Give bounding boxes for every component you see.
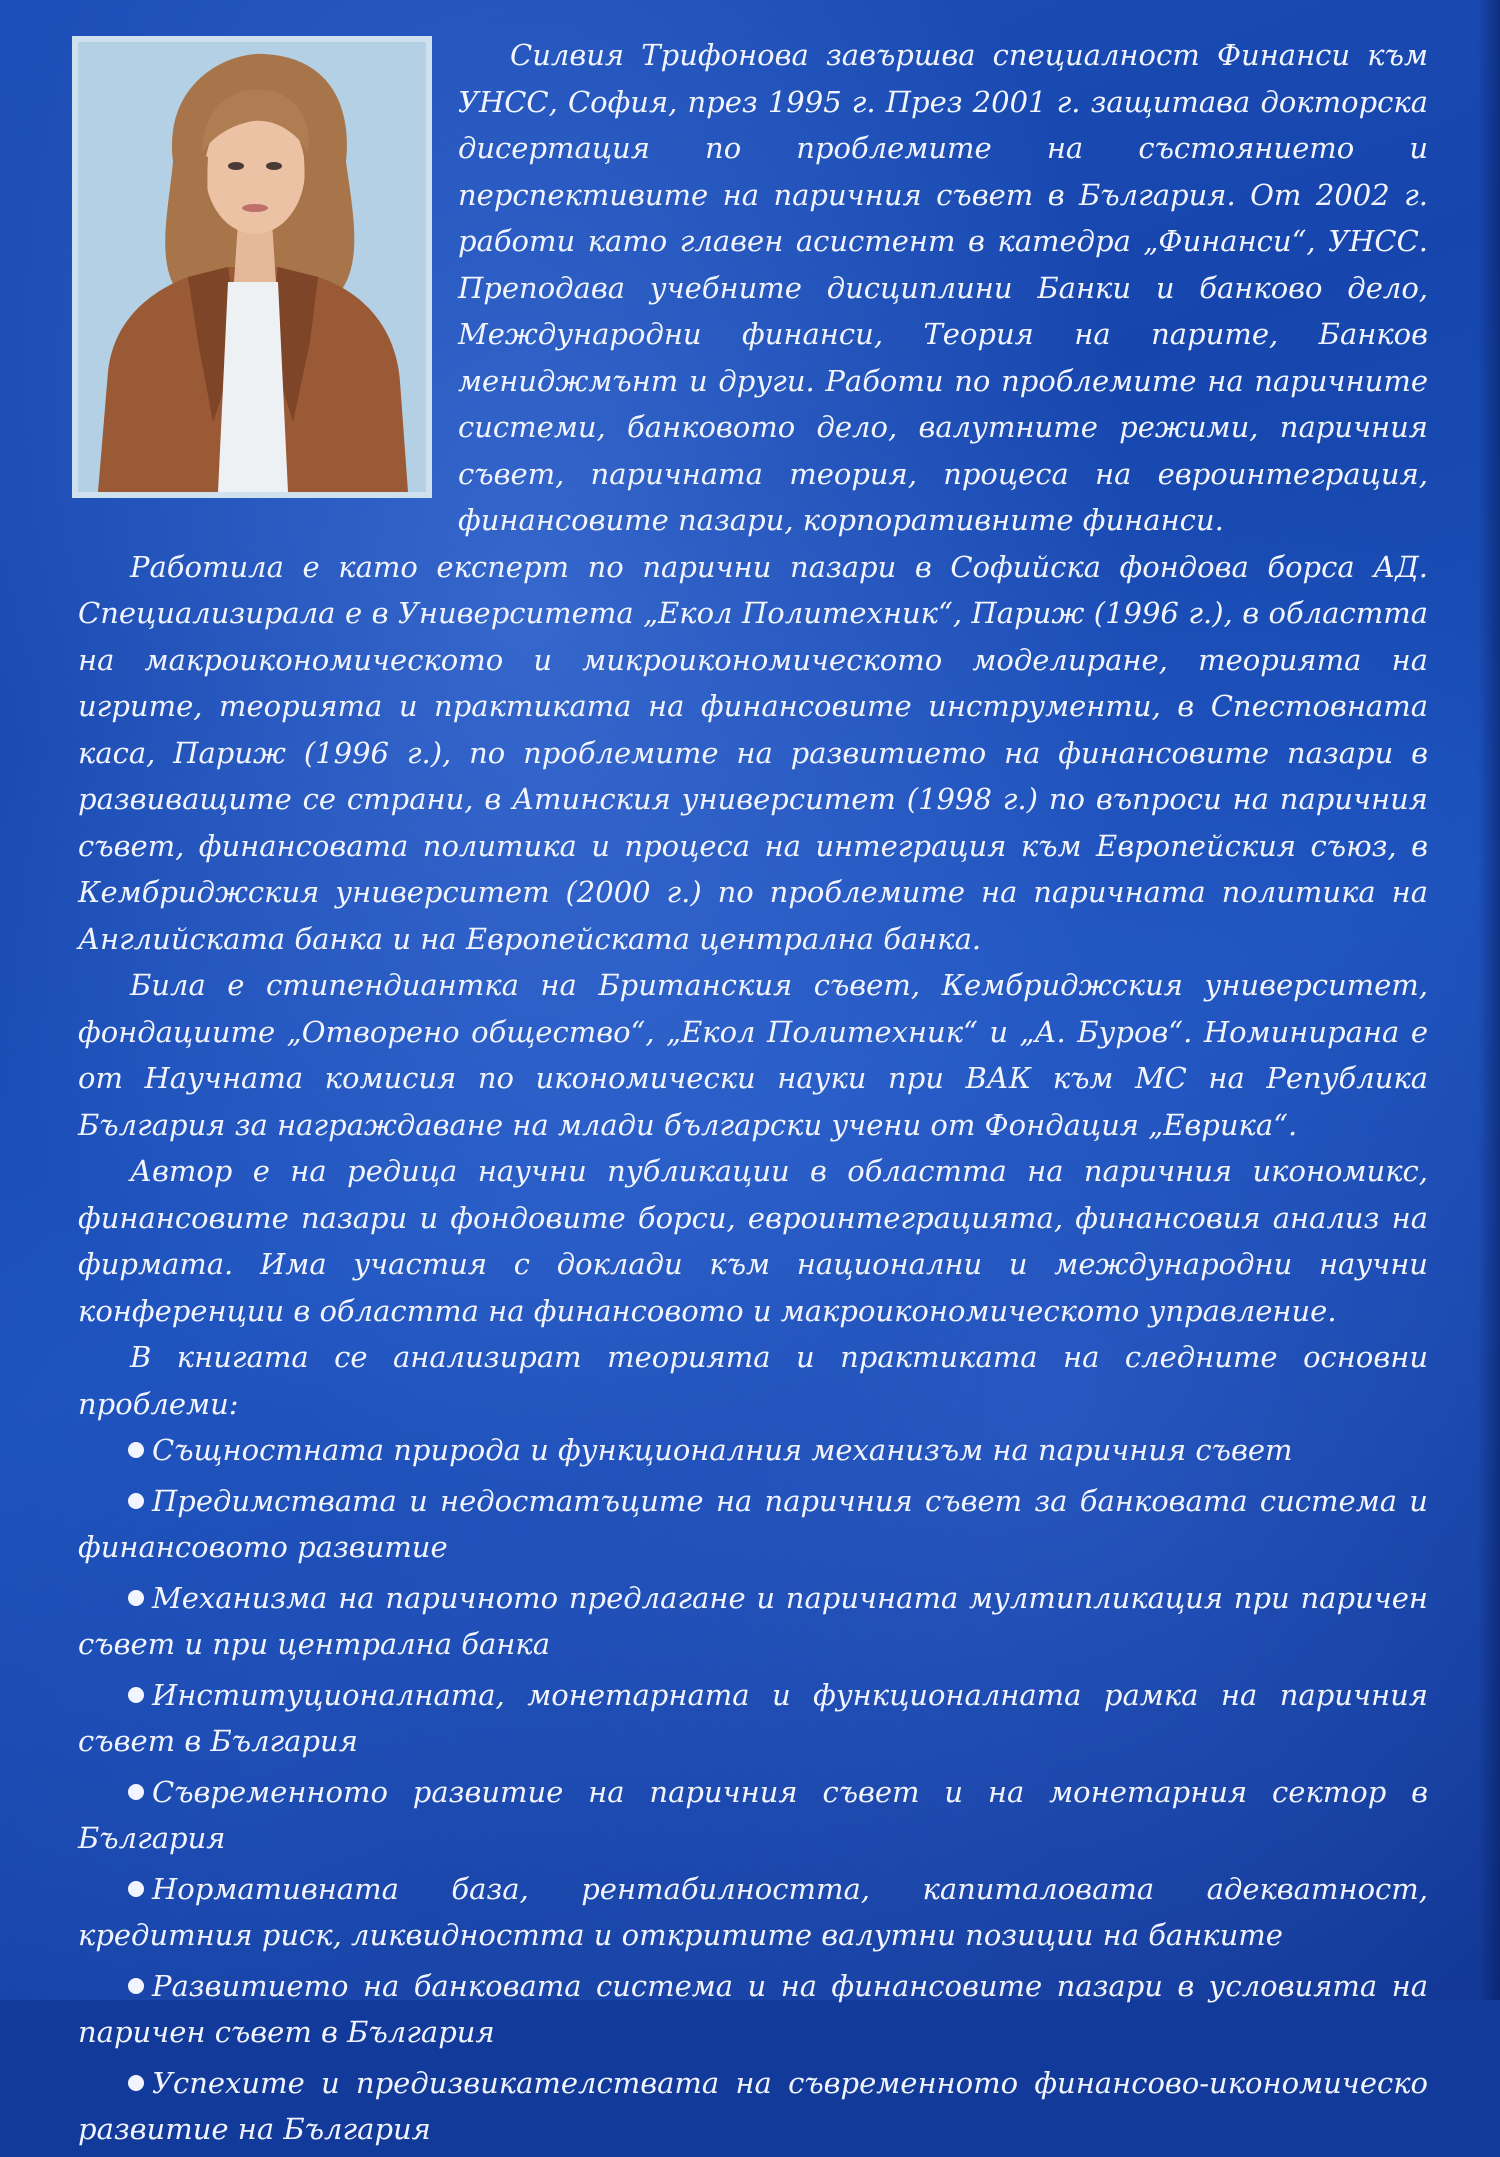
- bullet-icon: [128, 1590, 144, 1606]
- topic-text: Съвременното развитие на паричния съвет и на монетарния сектор в България: [78, 1774, 1428, 1855]
- biography-paragraph-publications: Автор е на редица научни публикации в областта на паричния икономикс, финансовите пазари и фондовите борси, евроинтеграцията, финансовия анализ на фирмата. Има участия с доклади към национални и международни научни конференции в областта на финансовото и макроикономическото управление.: [78, 1154, 1428, 1328]
- biography-paragraph-specializations: Работила е като експерт по парични пазари в Софийска фондова борса АД. Специализирала е в Университета „Екол Политехник“, Париж (1996 г.), в областта на макроикономическото и микроикономическото моделиране, теорията на игрите, теорията и практиката на финансовите инструменти, в Спестовната каса, Париж (1996 г.), по проблемите на развитието на финансовите пазари в развиващите се страни, в Атинския университет (1998 г.) по въпроси на паричния съвет, финансовата политика и процеса на интеграция към Европейския съюз, в Кембриджския университет (2000 г.) по проблемите на паричната политика на Английската банка и на Европейската централна банка.: [78, 549, 1428, 956]
- list-item: [78, 1427, 1428, 1474]
- bullet-icon: [128, 2075, 144, 2091]
- bullet-icon: [128, 1442, 144, 1458]
- photo-wrap-space: [78, 32, 458, 500]
- topic-text: Предимствата и недостатъците на паричния съвет за банковата система и финансовото развитие: [78, 1483, 1428, 1564]
- topic-text: Нормативната база, рентабилността, капиталовата адекватност, кредитния риск, ликвидността и откритите валутни позиции на банките: [78, 1871, 1428, 1952]
- list-item: [78, 1769, 1428, 1862]
- bullet-icon: [128, 1784, 144, 1800]
- book-topics-intro: В книгата се анализират теорията и практиката на следните основни проблеми:: [78, 1340, 1428, 1421]
- topic-text: Същностната природа и функционалния механизъм на паричния съвет: [152, 1433, 1293, 1467]
- bullet-icon: [128, 1687, 144, 1703]
- list-item: [78, 1575, 1428, 1668]
- cover-edge-shadow: [1478, 0, 1500, 2000]
- topic-text: Развитието на банковата система и на финансовите пазари в условията на паричен съвет в България: [78, 1968, 1428, 2049]
- bullet-icon: [128, 1881, 144, 1897]
- bullet-icon: [128, 1978, 144, 1994]
- topic-text: Институционалната, монетарната и функционалната рамка на паричния съвет в България: [78, 1677, 1428, 1758]
- cover-text: [78, 32, 1428, 2157]
- topic-text: Успехите и предизвикателствата на съвременното финансово-икономическо развитие на България: [78, 2065, 1428, 2146]
- list-item: [78, 1963, 1428, 2056]
- biography-paragraph-awards: Била е стипендиантка на Британския съвет, Кембриджския университет, фондациите „Отворено общество“, „Екол Политехник“ и „А. Буров“. Номинирана е от Научната комисия по икономически науки при ВАК към МС на Република България за награждаване на млади български учени от Фондация „Еврика“.: [78, 968, 1428, 1142]
- biography-paragraph-education: Силвия Трифонова завършва специалност Финанси към УНСС, София, през 1995 г. През 2001 г. защитава докторска дисертация по проблемите на състоянието и перспективите на паричния съвет в България. От 2002 г. работи като главен асистент в катедра „Финанси“, УНСС. Преподава учебните дисциплини Банки и банково дело, Международни финанси, Теория на парите, Банков мениджмънт и други. Работи по проблемите на паричните системи, банковото дело, валутните режими, паричния съвет, паричната теория, процеса на евроинтеграция, финансовите пазари, корпоративните финанси.: [458, 38, 1428, 537]
- list-item: [78, 1478, 1428, 1571]
- bullet-icon: [128, 1493, 144, 1509]
- book-topics-list: [78, 1427, 1428, 2153]
- topic-text: Механизма на паричното предлагане и паричната мултипликация при паричен съвет и при централна банка: [78, 1580, 1428, 1661]
- list-item: [78, 1866, 1428, 1959]
- list-item: [78, 1672, 1428, 1765]
- list-item: [78, 2060, 1428, 2153]
